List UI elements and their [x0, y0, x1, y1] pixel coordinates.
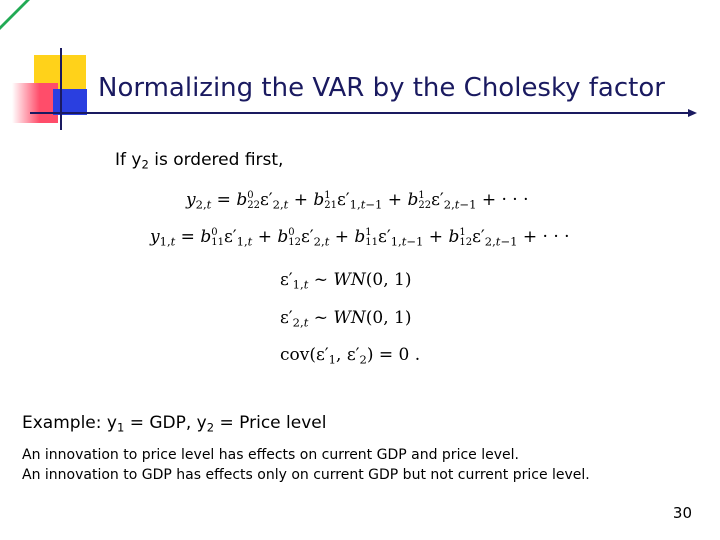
slide-title: Normalizing the VAR by the Cholesky factor: [98, 73, 665, 103]
page-number: 30: [672, 504, 692, 522]
equation-y1: $y_{1,t} = b$ 0 11 $\varepsilon'_{1,t} + b$ 0 12 $\varepsilon'_{2,t} + b$ 1 11 $\varepsilon'_{1,t-1} + b$ 1 12 $\varepsilon'_{2,t-1}$ + · · ·: [150, 226, 570, 249]
title-underline: [30, 112, 690, 114]
corner-tab-inner: [0, 0, 26, 26]
equation-eps1-dist: $\varepsilon'_{1,t}$ ~ WN(0, 1): [280, 270, 412, 292]
equation-y2: $y_{2,t} = b$ 0 22 $\varepsilon'_{2,t} + b$ 1 21 $\varepsilon'_{1,t-1} + b$ 1 22 $\varepsilon'_{2,t-1}$ + · · ·: [186, 189, 529, 212]
equation-covariance: $cov(\varepsilon'_1$, $\varepsilon'_2) = 0$ .: [280, 345, 421, 367]
equation-eps2-dist: $\varepsilon'_{2,t}$ ~ WN(0, 1): [280, 308, 412, 330]
note-price-innovation: An innovation to price level has effects on current GDP and price level.: [22, 447, 519, 463]
decor-vertical-line: [60, 48, 62, 130]
title-underline-arrow: [688, 109, 697, 117]
equation-block: [150, 180, 570, 375]
intro-text: If $y_2$ is ordered first,: [115, 150, 284, 172]
example-text: Example: $y_1$ = GDP, $y_2$ = Price level: [22, 413, 327, 435]
note-gdp-innovation: An innovation to GDP has effects only on current GDP but not current price level.: [22, 467, 590, 483]
decor-red-square: [12, 83, 58, 123]
